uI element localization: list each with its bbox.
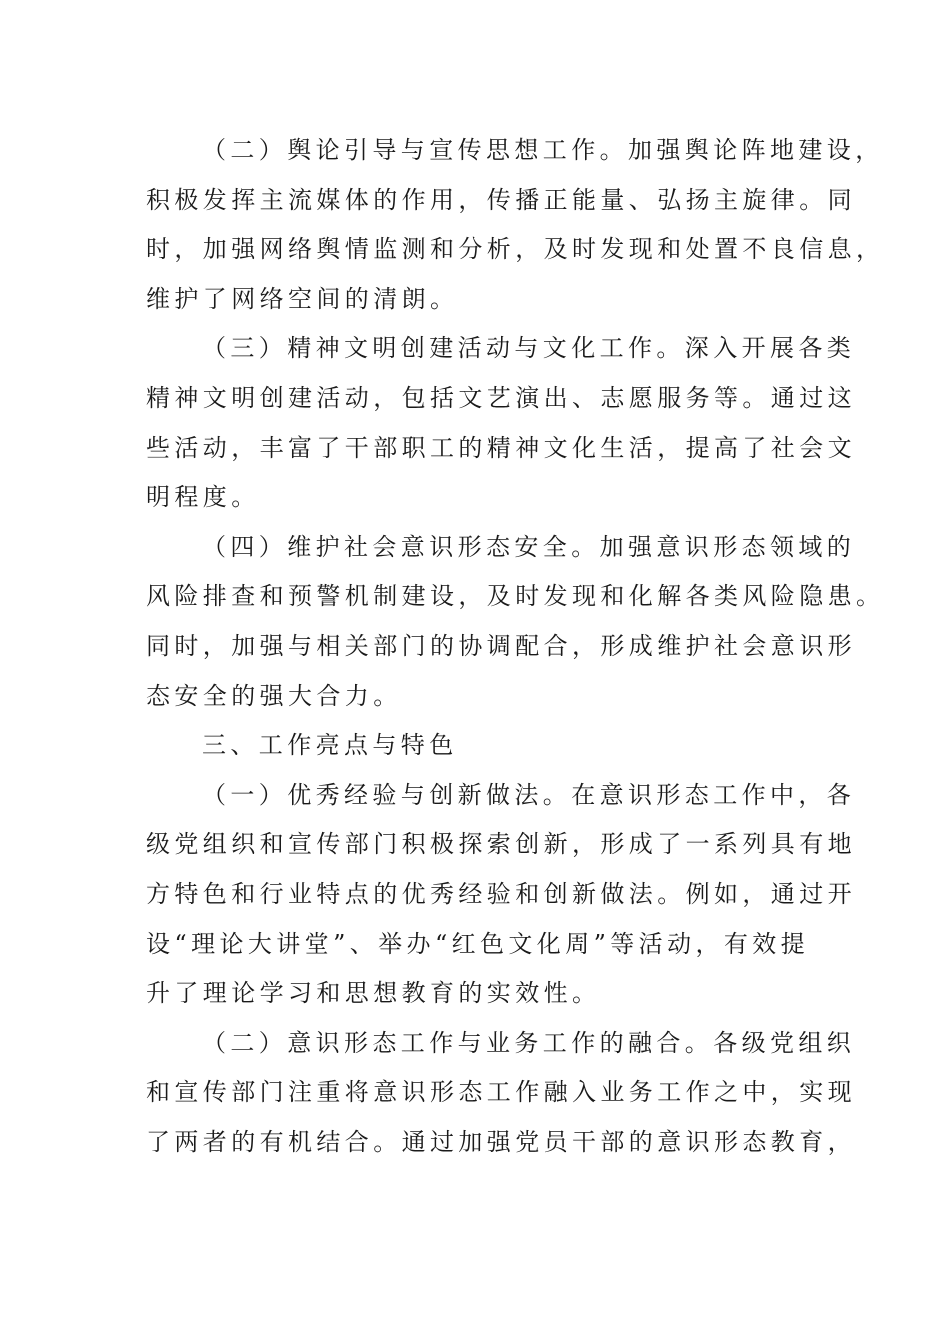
text-line: 风险排查和预警机制建设，及时发现和化解各类风险隐患。 <box>146 582 885 611</box>
text-line: 级党组织和宣传部门积极探索创新，形成了一系列具有地 <box>146 830 856 859</box>
text-line: 和宣传部门注重将意识形态工作融入业务工作之中，实现 <box>146 1078 856 1107</box>
text-line: 明程度。 <box>146 483 260 512</box>
text-line: 维护了网络空间的清朗。 <box>146 284 459 313</box>
document-body <box>146 126 885 1167</box>
text-line: 设“理论大讲堂”、举办“红色文化周”等活动，有效提 <box>146 929 810 958</box>
text-line: （二）意识形态工作与业务工作的融合。各级党组织 <box>202 1028 856 1057</box>
text-line: 些活动，丰富了干部职工的精神文化生活，提高了社会文 <box>146 433 856 462</box>
paragraph-ideology-security <box>146 523 885 721</box>
text-line: （二）舆论引导与宣传思想工作。加强舆论阵地建设， <box>202 136 884 164</box>
section-heading-text: 三、工作亮点与特色 <box>202 731 458 760</box>
text-line: （三）精神文明创建活动与文化工作。深入开展各类 <box>202 334 856 363</box>
text-line: 同时，加强与相关部门的协调配合，形成维护社会意识形 <box>146 631 856 660</box>
paragraph-innovation <box>146 771 856 1019</box>
text-line: （四）维护社会意识形态安全。加强意识形态领域的 <box>202 532 856 561</box>
text-line: 方特色和行业特点的优秀经验和创新做法。例如，通过开 <box>146 879 856 908</box>
text-line: 时，加强网络舆情监测和分析，及时发现和处置不良信息， <box>146 235 885 264</box>
paragraph-integration <box>146 1019 856 1168</box>
text-line: 升了理论学习和思想教育的实效性。 <box>146 979 601 1008</box>
paragraph-public-opinion <box>146 126 885 324</box>
text-line: 积极发挥主流媒体的作用，传播正能量、弘扬主旋律。同 <box>146 185 856 214</box>
section-heading <box>146 721 796 771</box>
text-line: （一）优秀经验与创新做法。在意识形态工作中，各 <box>202 780 856 809</box>
text-line: 态安全的强大合力。 <box>146 681 402 710</box>
paragraph-civilization <box>146 324 856 522</box>
text-line: 精神文明创建活动，包括文艺演出、志愿服务等。通过这 <box>146 383 856 412</box>
text-line: 了两者的有机结合。通过加强党员干部的意识形态教育， <box>146 1127 856 1156</box>
